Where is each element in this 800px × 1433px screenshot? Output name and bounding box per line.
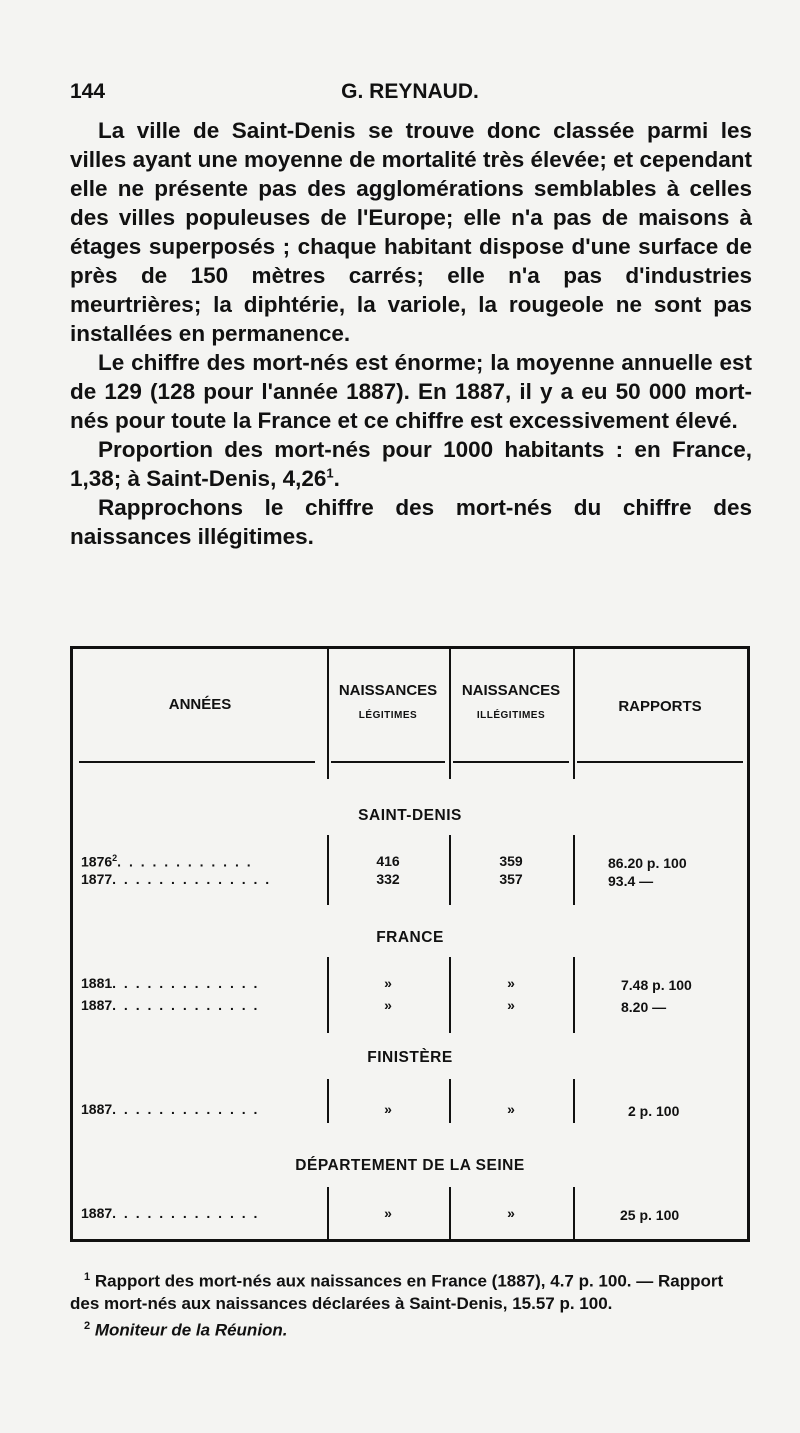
table-row-year: 1887. . . . . . . . . . . . . (81, 1101, 260, 1117)
table-cell-rapport: 25 p. 100 (620, 1207, 680, 1223)
table-cell-legit: 416 (376, 853, 400, 869)
table-cell-legit: » (384, 997, 392, 1013)
table-row-year: 1877. . . . . . . . . . . . . . (81, 871, 272, 887)
table-cell-legit: » (384, 1101, 392, 1117)
running-head: G. REYNAUD. (341, 80, 479, 103)
paragraph-3: Proportion des mort-nés pour 1000 habitants : en France, 1,38; à Saint-Denis, 4,26$^1$. (70, 437, 752, 491)
body-text (70, 116, 752, 551)
table-cell-legit: » (384, 1205, 392, 1221)
table-cell-rapport: 86.20 p. 100 (608, 855, 687, 871)
section-title-saint-denis: SAINT-DENIS (358, 807, 462, 824)
section-title-seine: DÉPARTEMENT DE LA SEINE (295, 1157, 525, 1174)
col-header-rapports: RAPPORTS (618, 698, 702, 715)
paragraph-1: La ville de Saint-Denis se trouve donc classée parmi les villes ayant une moyenne de mortalité très élevée; et cependant elle ne présente pas des agglomérations semblables à celles des villes populeuses de l'Europe; elle n'a pas de maisons à étages superposés ; chaque habitant dispose d'une surface de près de 150 mètres carrés; elle n'a pas d'industries meurtrières; la diphtérie, la variole, la rougeole ne sont pas installées en permanence. (70, 118, 752, 346)
footnote-ref-1[interactable]: 1 (326, 465, 334, 481)
table-cell-rapport: 7.48 p. 100 (621, 977, 692, 993)
table-cell-rapport: 2 p. 100 (628, 1103, 680, 1119)
col-header-illegitimes: NAISSANCES ILLÉGITIMES (461, 682, 561, 721)
page-header (70, 80, 750, 106)
paragraph-4: Rapprochons le chiffre des mort-nés du chiffre des naissances illégitimes. (70, 495, 752, 549)
table-cell-legit: 332 (376, 871, 400, 887)
table-cell-rapport: 8.20 — (621, 999, 667, 1015)
section-title-france: FRANCE (376, 929, 444, 946)
table-row-year: 1887. . . . . . . . . . . . . (81, 1205, 260, 1221)
page-number: 144 (70, 80, 106, 103)
table-row-year: 1887. . . . . . . . . . . . . (81, 997, 260, 1013)
table-cell-rapport: 93.4 — (608, 873, 654, 889)
table-row-year: 1876$^2$. . . . . . . . . . . . (81, 853, 253, 870)
section-title-finistere: FINISTÈRE (367, 1049, 453, 1066)
table-cell-illegit: » (507, 1101, 515, 1117)
table-cell-legit: » (384, 975, 392, 991)
table-cell-illegit: » (507, 1205, 515, 1221)
table-cell-illegit: 357 (499, 871, 523, 887)
col-header-annees: ANNÉES (168, 696, 232, 713)
footnote-1: $^1$ Rapport des mort-nés aux naissances en France (1887), 4.7 p. 100. — Rapport des mort-nés aux naissances déclarées à Saint-Denis, 15.57 p. 100. (70, 1271, 724, 1313)
births-table (70, 646, 750, 1242)
paragraph-2: Le chiffre des mort-nés est énorme; la moyenne annuelle est de 129 (128 pour l'année 1887). En 1887, il y a eu 50 000 mort-nés pour toute la France et ce chiffre est excessivement élevé. (70, 350, 752, 433)
table-cell-illegit: 359 (499, 853, 523, 869)
table-row-year: 1881. . . . . . . . . . . . . (81, 975, 260, 991)
footnote-2: $^2$ Moniteur de la Réunion. (84, 1319, 288, 1340)
table-cell-illegit: » (507, 975, 515, 991)
col-header-legitimes: NAISSANCES LÉGITIMES (338, 682, 438, 721)
footnotes (70, 1266, 752, 1341)
table-cell-illegit: » (507, 997, 515, 1013)
